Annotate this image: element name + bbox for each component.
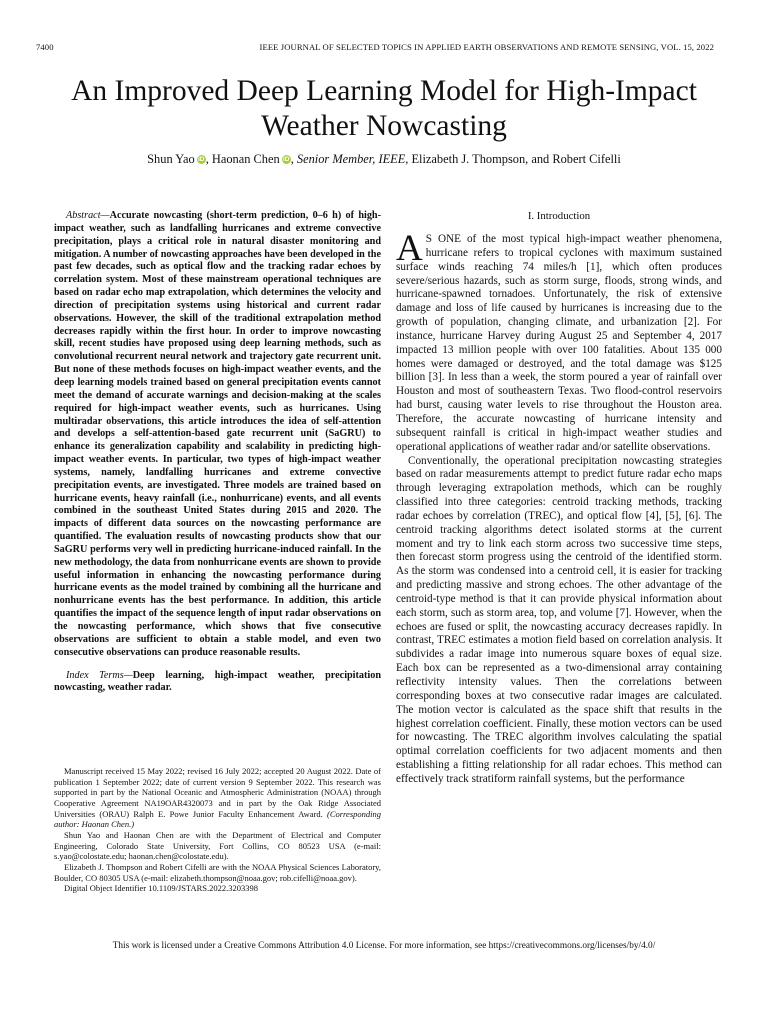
paper-title: An Improved Deep Learning Model for High-Impact Weather Nowcasting [71, 75, 697, 142]
page-header [36, 42, 714, 56]
intro-paragraph: Conventionally, the operational precipitation nowcasting strategies based on radar measurements attempt to predict future radar echo maps through leveraging extrapolation methods, which can be roughly classified into three categories: centroid tracking methods, tracking radar echoes by correlation (TREC), and optical flow [4], [5], [6]. The centroid tracking algorithms detect isolated storms at the current moment and try to link each storm across two successive time steps, then forecast storm progress using the centroid of the identified storm. As the storm was condensed into a centroid cell, it is easier for tracking and predicting massive and strong echoes. The other advantage of the centroid-type method is that it can provide physical information about each storm, such as storm area, top, and volume [7]. However, when the echoes are fused or split, the nowcasting accuracy decreases rapidly. In contrast, TREC estimates a motion field based on correlation analysis. It subdivides a radar image into numerous square boxes of equal size. Each box can be represented as a two-dimensional array containing reflectivity intensity values. Then the correlations between corresponding boxes at two consecutive radar images are calculated. The motion vector is calculated as the space shift that results in the highest correlation coefficient. Finally, these motion vectors can be used for nowcasting. The TREC algorithm involves calculating the spatial optimal correlation coefficients for two adjacent moments and then establishing a fitting relationship for all radar echoes. This method can effectively track stratiform rainfall systems, but the performance [396, 454, 722, 785]
abstract-text: Accurate nowcasting (short-term prediction, 0–6 h) of high-impact weather, such as landfalling hurricanes and extreme convective precipitation, plays a critical role in natural disaster monitoring and mitigation. A number of nowcasting approaches have been developed in the past few decades, such as optical flow and the tracking radar echoes by correlation system. Most of these mainstream operational techniques are based on radar echo map extrapolation, which determines the velocity and direction of precipitation systems using historical and current radar observations. However, the skill of the traditional extrapolation method decreases rapidly within the first hour. In order to improve nowcasting skill, recent studies have proposed using deep learning methods, such as convolutional recurrent neural network and trajectory gate recurrent unit. But none of these methods focuses on high-impact weather events, and the deep learning models trained based on general precipitation events cannot meet the demand of accurate warnings and decision-making at the scales required for high-impact weather events, such as hurricanes. Using multiradar observations, this article introduces the idea of self-attention and develops a self-attention-based gate recurrent unit (SaGRU) to enhance its generalization capability and scalability in predicting high-impact weather events. In particular, two types of high-impact weather systems, namely, landfalling hurricanes and extreme convective precipitation events, are investigated. Three models are trained based on hurricane events, heavy rainfall (i.e., nonhurricane) events, and all events combined in the southeast United States during 2015 and 2020. The impacts of different data sources on the nowcasting performance are quantified. The evaluation results of nowcasting products show that our SaGRU performs very well in predicting hurricane-induced rainfall. In the new methodology, the data from nonhurricane events are shown to provide useful information in enhancing the nowcasting performance during hurricane events as the model trained by combining all the hurricane and nonhurricane events has the best performance. In addition, this article quantifies the impact of the sequence length of input radar observations on the nowcasting performance, which shows that five consecutive observations are sufficient to obtain a stable model, and even two consecutive observations can produce reasonable results. [54, 210, 381, 658]
orcid-icon[interactable]: iD [282, 156, 290, 163]
affiliation-note: Elizabeth J. Thompson and Robert Cifelli are with the NOAA Physical Sciences Laboratory, Boulder, CO 80305 USA (e-mail: elizabeth.thompson@noaa.gov; rob.cifelli@noaa.gov). [54, 861, 381, 883]
license-notice: This work is licensed under a Creative Commons Attribution 4.0 License. For more information, see https://creativecommons.org/licenses/by/4.0/ [112, 941, 656, 951]
author-role: Senior Member, IEEE [296, 152, 406, 166]
left-column [54, 210, 381, 695]
author-list: Shun Yao iD, Haonan Chen iD, Senior Member, IEEE, Elizabeth J. Thompson, and Robert Cifelli [147, 152, 621, 166]
index-terms [54, 670, 381, 696]
doi-note: Digital Object Identifier 10.1109/JSTARS.2022.3203398 [64, 883, 259, 894]
corresponding-author: (Corresponding author: Haonan Chen.) [54, 808, 381, 830]
index-terms-lead: Index Terms— [66, 669, 133, 681]
drop-cap: A [396, 228, 423, 269]
intro-paragraph [396, 228, 722, 455]
abstract-lead: Abstract— [66, 210, 110, 221]
affiliation-note: Shun Yao and Haonan Chen are with the Department of Electrical and Computer Engineering, Colorado State University, Fort Collins, CO 80523 USA (e-mail: s.yao@colostate.edu; haonan.chen@colostate.edu). [54, 829, 381, 862]
journal-name: IEEE JOURNAL OF SELECTED TOPICS IN APPLIED EARTH OBSERVATIONS AND REMOTE SENSING, VOL. 15, 2022 [259, 42, 714, 52]
page-number: 7400 [36, 42, 54, 52]
intro-paragraph-text: S ONE of the most typical high-impact weather phenomena, hurricane refers to tropical cyclones with maximum sustained surface winds reaching 74 miles/h [1], which often produces severe/serious hazards, such as storm surge, floods, strong winds, and hurricane-spawned tornadoes. Unfortunately, the risk of extensive damage and loss of life caused by hurricanes is increasing due to the growth of population, changing climate, and urbanization [2]. For instance, hurricane Harvey during August 25 and September 4, 2017 impacted 13 million people with over 100 fatalities. About 135 000 homes were damaged or destroyed, and the total damage was $125 billion [3]. In less than a week, the storm poured a year of rainfall over Houston and most of southeastern Texas. Two flood-control reservoirs had burst, causing water levels to rise throughout the Houston area. Therefore, the accurate nowcasting of hurricane intensity and subsequent rainfall is critical in high-impact weather studies and operational applications of weather radar and/or satellite observations. [396, 233, 722, 453]
author-names-rest: , Elizabeth J. Thompson, and Robert Cifelli [405, 152, 621, 166]
section-heading: I. Introduction [527, 210, 591, 222]
orcid-icon[interactable]: iD [197, 156, 205, 163]
manuscript-note [54, 766, 381, 830]
manuscript-text: Manuscript received 15 May 2022; revised 16 July 2022; accepted 20 August 2022. Date of publication 1 September 2022; date of current version 9 September 2022. This research was supported in part by the National Oceanic and Atmospheric Administration (NOAA) through Cooperative Agreement NA19OAR4320073 and in part by the Oak Ridge Associated Universities (ORAU) Ralph E. Powe Junior Faculty Enhancement Award. [54, 766, 381, 819]
author-name: Shun Yao [147, 152, 195, 166]
index-terms-text: Deep learning, high-impact weather, precipitation nowcasting, weather radar. [54, 669, 381, 694]
abstract [54, 210, 381, 660]
footnotes [54, 766, 381, 894]
right-column [396, 210, 722, 787]
author-name: Haonan Chen [211, 152, 280, 166]
